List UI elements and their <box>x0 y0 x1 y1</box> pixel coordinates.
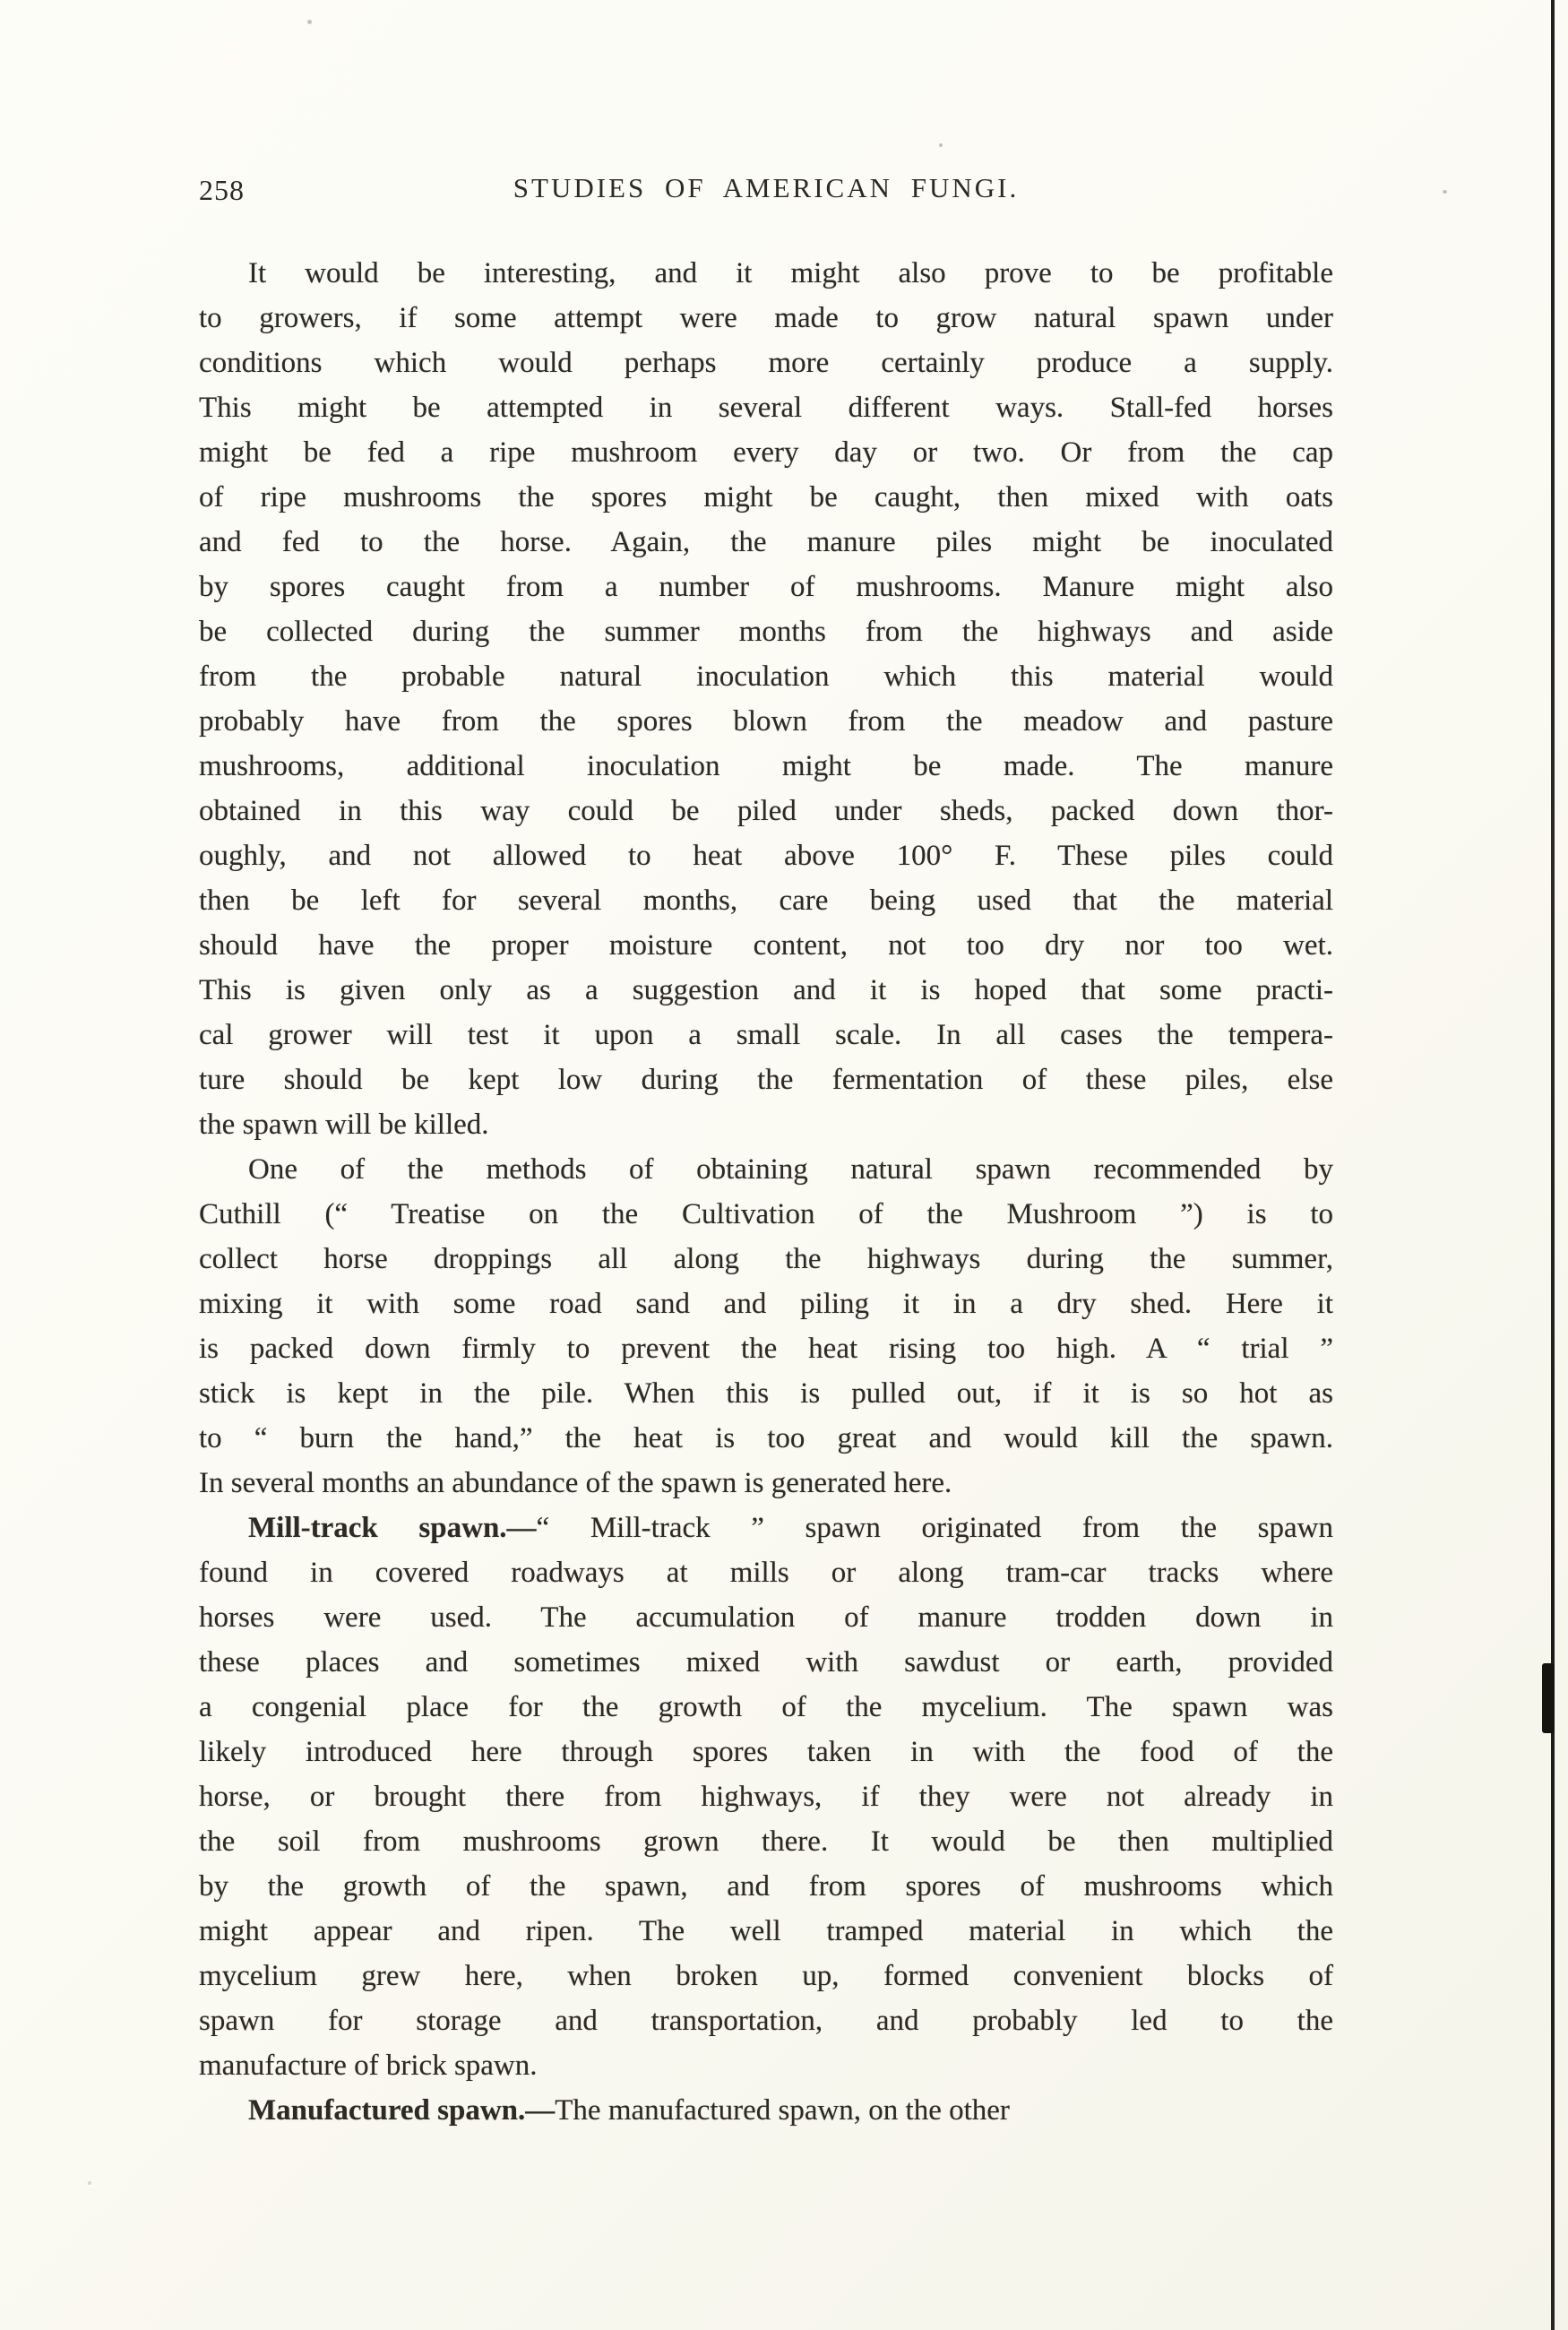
paragraph <box>199 251 1333 1147</box>
text-line: cal grower will test it upon a small scale. In all cases the tempera- <box>199 1019 1333 1051</box>
text-line: should have the proper moisture content, not too dry nor too wet. <box>199 929 1333 962</box>
text-line: This might be attempted in several different ways. Stall-fed horses <box>199 392 1333 424</box>
scan-speck <box>307 20 312 24</box>
paragraph-lead: Manufactured spawn.— <box>248 2094 556 2127</box>
text-line: might be fed a ripe mushroom every day or two. Or from the cap <box>199 436 1333 469</box>
text-line: the spawn will be killed. <box>199 1109 489 1141</box>
text-line: mushrooms, additional inoculation might be made. The manure <box>199 750 1333 782</box>
text-line: Mill-track spawn.—“ Mill-track ” spawn originated from the spawn <box>248 1512 1333 1544</box>
text-line: by the growth of the spawn, and from spores of mushrooms which <box>199 1870 1333 1903</box>
text-line: manufacture of brick spawn. <box>199 2050 538 2082</box>
text-line: then be left for several months, care being used that the material <box>199 885 1333 917</box>
text-line: ture should be kept low during the fermentation of these piles, else <box>199 1064 1333 1096</box>
text-line: conditions which would perhaps more certainly produce a supply. <box>199 347 1333 379</box>
text-line: a congenial place for the growth of the mycelium. The spawn was <box>199 1691 1333 1723</box>
scan-speck <box>1443 190 1447 194</box>
paragraph <box>199 1506 1333 2088</box>
text-line: spawn for storage and transportation, and probably led to the <box>199 2005 1333 2037</box>
page-header <box>199 172 1333 213</box>
paragraph <box>199 1147 1333 1506</box>
text-line: mixing it with some road sand and piling it in a dry shed. Here it <box>199 1288 1333 1320</box>
scan-speck <box>88 2181 91 2185</box>
text-line: probably have from the spores blown from the meadow and pasture <box>199 705 1333 738</box>
text-line: these places and sometimes mixed with sawdust or earth, provided <box>199 1646 1333 1678</box>
text-block <box>199 251 1333 2133</box>
text-line: One of the methods of obtaining natural spawn recommended by <box>248 1153 1333 1186</box>
text-line: Manufactured spawn.—The manufactured spawn, on the other <box>248 2094 1010 2127</box>
text-line: be collected during the summer months from the highways and aside <box>199 616 1333 648</box>
text-line: collect horse droppings all along the highways during the summer, <box>199 1243 1333 1275</box>
text-line: mycelium grew here, when broken up, formed convenient blocks of <box>199 1960 1333 1992</box>
text-line: by spores caught from a number of mushrooms. Manure might also <box>199 571 1333 603</box>
page-content <box>199 172 1333 2133</box>
text-line: Cuthill (“ Treatise on the Cultivation of the Mushroom ”) is to <box>199 1198 1333 1230</box>
text-line: obtained in this way could be piled under sheds, packed down thor- <box>199 795 1333 827</box>
text-line: It would be interesting, and it might also prove to be profitable <box>248 257 1333 289</box>
text-line: is packed down firmly to prevent the heat rising too high. A “ trial ” <box>199 1333 1333 1365</box>
binding-scan-line <box>1551 0 1555 2330</box>
text-line: horse, or brought there from highways, if they were not already in <box>199 1781 1333 1813</box>
text-line: stick is kept in the pile. When this is pulled out, if it is so hot as <box>199 1377 1333 1410</box>
text-line: In several months an abundance of the spawn is generated here. <box>199 1467 952 1499</box>
text-line: likely introduced here through spores taken in with the food of the <box>199 1736 1333 1768</box>
ink-blob <box>1542 1663 1555 1733</box>
running-title: STUDIES OF AMERICAN FUNGI. <box>513 172 1020 203</box>
text-line: might appear and ripen. The well tramped material in which the <box>199 1915 1333 1947</box>
text-line: This is given only as a suggestion and it is hoped that some practi- <box>199 974 1333 1006</box>
paragraph-lead: Mill-track spawn.— <box>248 1512 537 1544</box>
text-line: to “ burn the hand,” the heat is too great and would kill the spawn. <box>199 1422 1333 1454</box>
scan-speck <box>939 143 943 147</box>
text-line: to growers, if some attempt were made to grow natural spawn under <box>199 302 1333 334</box>
text-line: horses were used. The accumulation of manure trodden down in <box>199 1601 1333 1634</box>
text-line: found in covered roadways at mills or along tram-car tracks where <box>199 1557 1333 1589</box>
text-line: and fed to the horse. Again, the manure piles might be inoculated <box>199 526 1333 558</box>
page-number: 258 <box>199 174 245 206</box>
text-line: the soil from mushrooms grown there. It would be then multiplied <box>199 1825 1333 1858</box>
text-line: of ripe mushrooms the spores might be caught, then mixed with oats <box>199 481 1333 513</box>
text-line: oughly, and not allowed to heat above 100° F. These piles could <box>199 840 1333 872</box>
text-line: from the probable natural inoculation which this material would <box>199 660 1333 693</box>
paragraph <box>199 2088 1333 2133</box>
